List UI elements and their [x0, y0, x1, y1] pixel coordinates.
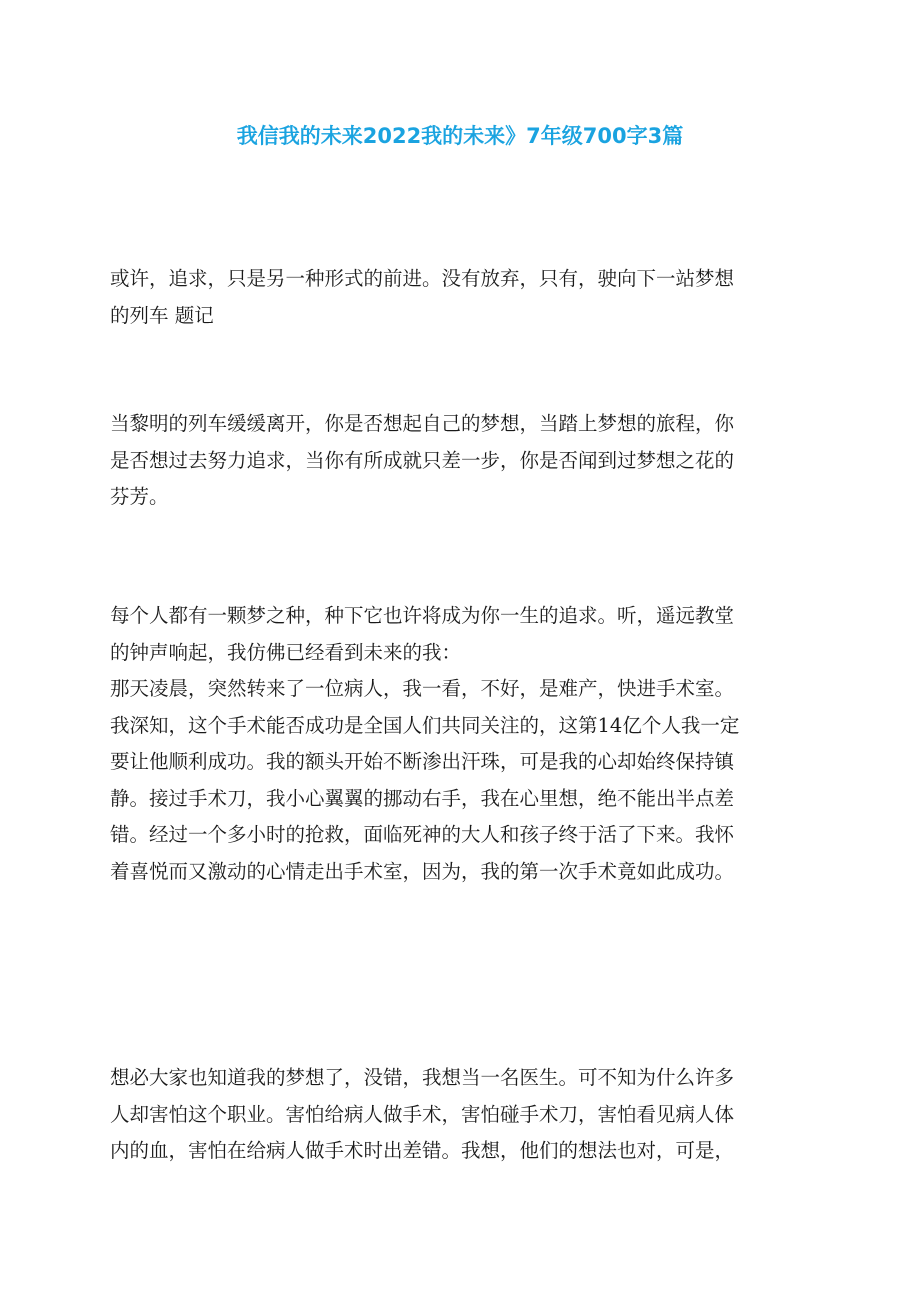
paragraph-epigraph — [110, 261, 805, 334]
paragraph-line: 内的血，害怕在给病人做手术时出差错。我想，他们的想法也对，可是， — [110, 1139, 735, 1162]
paragraph-line: 要让他顺利成功。我的额头开始不断渗出汗珠，可是我的心却始终保持镇 — [110, 750, 735, 773]
paragraph-line: 静。接过手术刀，我小心翼翼的挪动右手，我在心里想，绝不能出半点差 — [110, 786, 735, 810]
paragraph-line: 当黎明的列车缓缓离开，你是否想起自己的梦想，当踏上梦想的旅程，你 — [110, 412, 735, 435]
paragraph-line: 想必大家也知道我的梦想了，没错，我想当一名医生。可不知为什么许多 — [110, 1066, 735, 1089]
paragraph-line: 错。经过一个多小时的抢救，面临死神的大人和孩子终于活了下来。我怀 — [110, 823, 735, 846]
paragraph-intro — [110, 406, 805, 516]
paragraph-line: 我深知，这个手术能否成功是全国人们共同关注的，这第14亿个人我一定 — [110, 713, 740, 737]
paragraph-line: 芬芳。 — [110, 485, 169, 508]
paragraph-line: 着喜悦而又激动的心情走出手术室，因为，我的第一次手术竟如此成功。 — [110, 859, 735, 883]
paragraph-line: 那天凌晨，突然转来了一位病人，我一看，不好，是难产，快进手术室。 — [110, 677, 735, 700]
paragraph-line: 或许，追求，只是另一种形式的前进。没有放弃，只有，驶向下一站梦想 — [110, 267, 735, 290]
paragraph-line: 人却害怕这个职业。害怕给病人做手术，害怕碰手术刀，害怕看见病人体 — [110, 1102, 735, 1126]
paragraph-line: 是否想过去努力追求，当你有所成就只差一步，你是否闻到过梦想之花的 — [110, 448, 735, 472]
paragraph-line: 的钟声响起，我仿佛已经看到未来的我： — [110, 640, 462, 664]
paragraph-line: 每个人都有一颗梦之种，种下它也许将成为你一生的追求。听，遥远教堂 — [110, 604, 735, 627]
document-title: 我信我的未来2022我的未来》7年级700字3篇 — [236, 124, 684, 148]
paragraph-line: 的列车 题记 — [110, 303, 214, 327]
paragraph-dream — [110, 1060, 805, 1170]
paragraph-story — [110, 598, 805, 890]
